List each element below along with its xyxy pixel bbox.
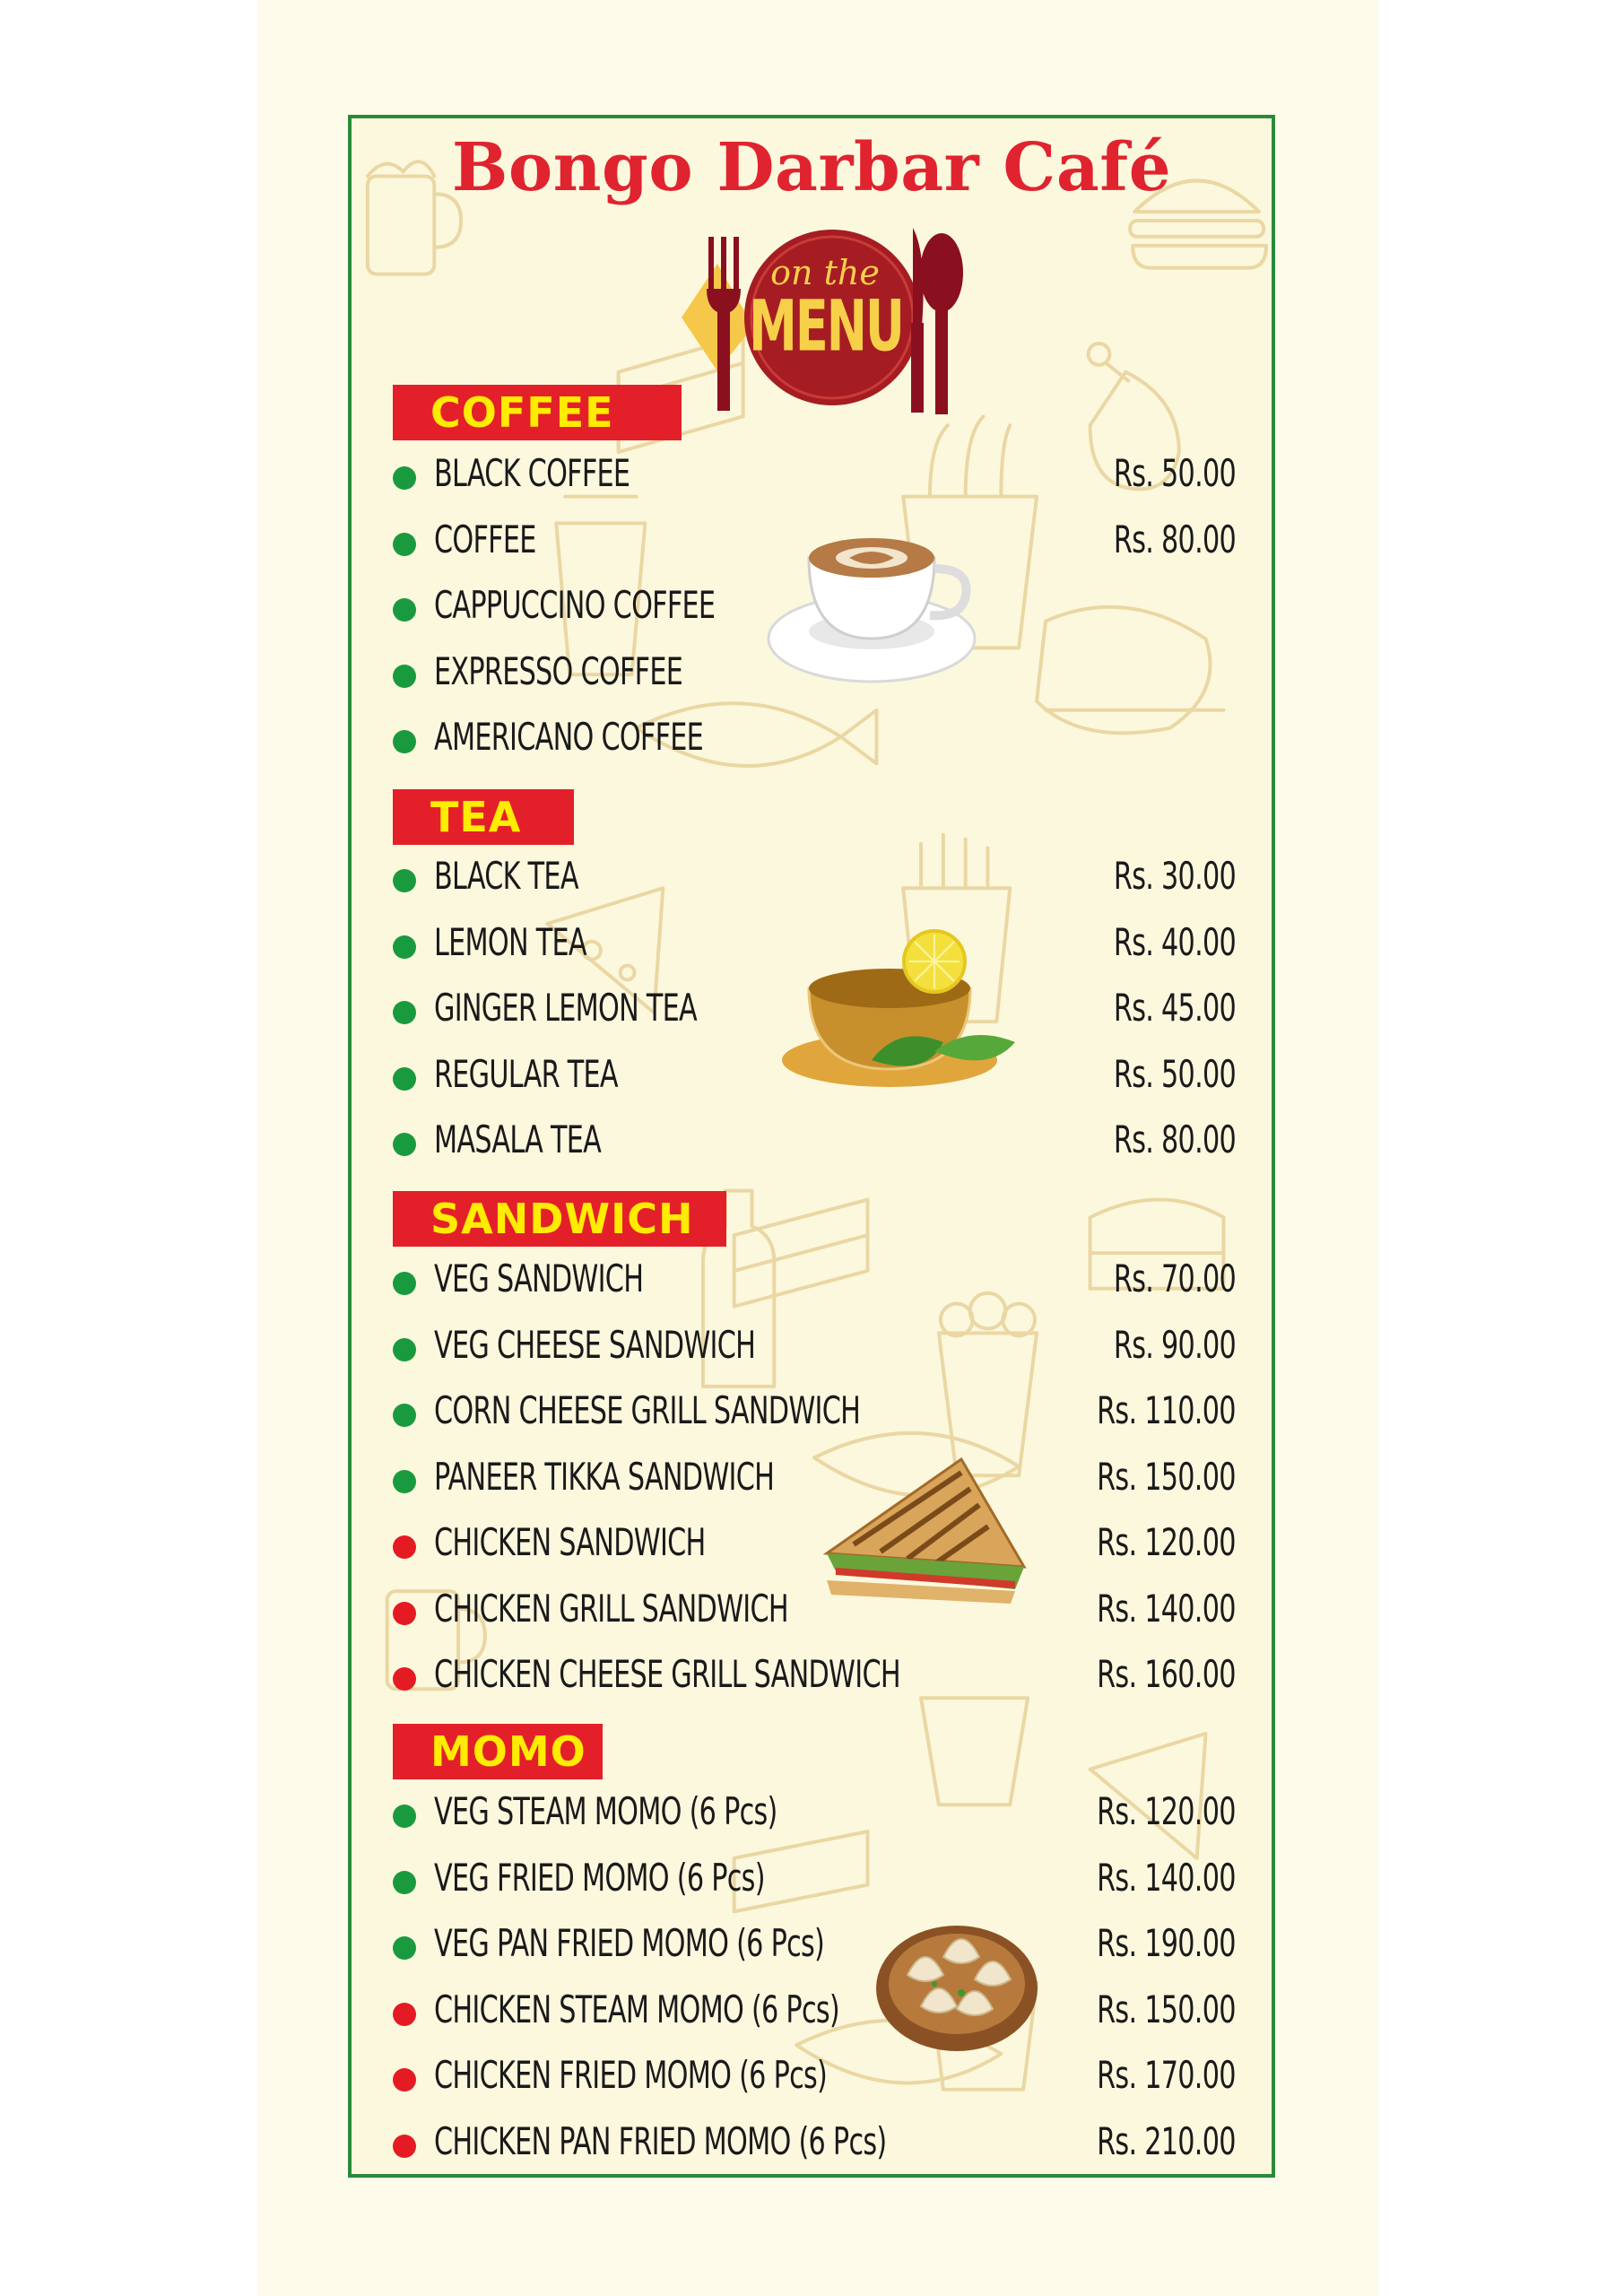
menu-item-name: VEG STEAM MOMO (6 Pcs) [434,1789,777,1833]
section-header-coffee: COFFEE [393,385,682,440]
menu-item [393,1322,1236,1369]
menu-item-price: Rs. 120.00 [1097,1789,1236,1833]
menu-item-price: Rs. 80.00 [1113,517,1236,561]
menu-item [393,853,1236,900]
veg-bullet-icon [393,869,416,892]
veg-bullet-icon [393,1404,416,1427]
menu-item-price: Rs. 150.00 [1097,1454,1236,1499]
veg-bullet-icon [393,1805,416,1828]
nonveg-bullet-icon [393,2003,416,2026]
menu-item [393,2052,1236,2099]
menu-item-price: Rs. 90.00 [1113,1322,1236,1367]
menu-item-price: Rs. 210.00 [1097,2118,1236,2163]
menu-item-name: BLACK COFFEE [434,451,630,495]
menu-item [393,2118,1236,2165]
veg-bullet-icon [393,730,416,753]
menu-item [393,1387,1236,1434]
menu-item [393,1788,1236,1835]
menu-item-price: Rs. 30.00 [1113,854,1236,898]
menu-item-name: VEG SANDWICH [434,1257,644,1300]
veg-bullet-icon [393,1871,416,1894]
menu-item-name: CORN CHEESE GRILL SANDWICH [434,1388,861,1432]
veg-bullet-icon [393,935,416,959]
menu-item-price: Rs. 150.00 [1097,1987,1236,2031]
menu-item [393,450,1236,497]
menu-card [348,115,1275,2178]
veg-bullet-icon [393,1338,416,1361]
on-the-menu-logo [682,210,968,418]
menu-item [393,714,1236,761]
knife-icon [911,228,924,413]
menu-item [393,1117,1236,1163]
menu-item-name: CHICKEN STEAM MOMO (6 Pcs) [434,1987,839,2031]
menu-item-name: VEG PAN FRIED MOMO (6 Pcs) [434,1921,825,1965]
menu-item [393,1651,1236,1698]
menu-item-price: Rs. 140.00 [1097,1855,1236,1900]
menu-item [393,1920,1236,1967]
menu-item-name: CHICKEN SANDWICH [434,1520,706,1564]
menu-item [393,919,1236,966]
menu-item-name: CAPPUCCINO COFFEE [434,583,716,627]
menu-item-name: EXPRESSO COFFEE [434,648,683,693]
menu-item [393,582,1236,629]
veg-bullet-icon [393,1470,416,1493]
spoon-icon [920,233,963,414]
menu-item-name: PANEER TIKKA SANDWICH [434,1454,775,1499]
menu-item [393,1454,1236,1500]
menu-item [393,1586,1236,1632]
menu-item-name: MASALA TEA [434,1118,602,1161]
nonveg-bullet-icon [393,1667,416,1691]
menu-item [393,1987,1236,2033]
menu-item-name: AMERICANO COFFEE [434,715,704,759]
menu-item-price: Rs. 140.00 [1097,1586,1236,1631]
menu-item [393,1855,1236,1901]
menu-item-price: Rs. 45.00 [1113,986,1236,1030]
veg-bullet-icon [393,466,416,490]
menu-item-name: REGULAR TEA [434,1051,618,1096]
cafe-title: Bongo Darbar Café [451,129,1172,206]
nonveg-bullet-icon [393,2135,416,2158]
menu-item-price: Rs. 50.00 [1113,451,1236,495]
menu-item-price: Rs. 110.00 [1097,1388,1236,1432]
menu-item-price: Rs. 70.00 [1113,1257,1236,1300]
menu-item-name: CHICKEN CHEESE GRILL SANDWICH [434,1652,900,1696]
section-header-momo: MOMO [393,1724,603,1779]
menu-item-name: CHICKEN PAN FRIED MOMO (6 Pcs) [434,2118,887,2163]
menu-item [393,1256,1236,1302]
logo-menu-word: MENU [749,285,903,368]
nonveg-bullet-icon [393,2068,416,2092]
nonveg-bullet-icon [393,1602,416,1625]
menu-item-name: COFFEE [434,517,536,561]
menu-item-price: Rs. 190.00 [1097,1921,1236,1965]
menu-item-price: Rs. 120.00 [1097,1520,1236,1564]
menu-item-price: Rs. 170.00 [1097,2053,1236,2097]
logo-script-text: on the [770,253,880,292]
menu-item-price: Rs. 80.00 [1113,1118,1236,1161]
menu-item-price: Rs. 160.00 [1097,1652,1236,1696]
menu-item-price: Rs. 50.00 [1113,1051,1236,1096]
menu-item-name: VEG CHEESE SANDWICH [434,1322,756,1367]
veg-bullet-icon [393,533,416,556]
veg-bullet-icon [393,1133,416,1156]
menu-item-name: LEMON TEA [434,919,586,964]
menu-item-name: VEG FRIED MOMO (6 Pcs) [434,1855,765,1900]
veg-bullet-icon [393,1272,416,1295]
section-header-sandwich: SANDWICH [393,1191,726,1247]
veg-bullet-icon [393,1067,416,1091]
veg-bullet-icon [393,665,416,688]
menu-item [393,985,1236,1031]
nonveg-bullet-icon [393,1535,416,1559]
menu-item-name: GINGER LEMON TEA [434,986,697,1030]
section-header-tea: TEA [393,789,574,845]
menu-item-name: CHICKEN GRILL SANDWICH [434,1586,788,1631]
menu-item [393,517,1236,563]
menu-item [393,1519,1236,1566]
menu-item-name: CHICKEN FRIED MOMO (6 Pcs) [434,2053,828,2097]
menu-item [393,648,1236,695]
veg-bullet-icon [393,598,416,622]
menu-item [393,1051,1236,1098]
menu-item-price: Rs. 40.00 [1113,919,1236,964]
menu-item-name: BLACK TEA [434,854,578,898]
veg-bullet-icon [393,1936,416,1960]
veg-bullet-icon [393,1001,416,1024]
